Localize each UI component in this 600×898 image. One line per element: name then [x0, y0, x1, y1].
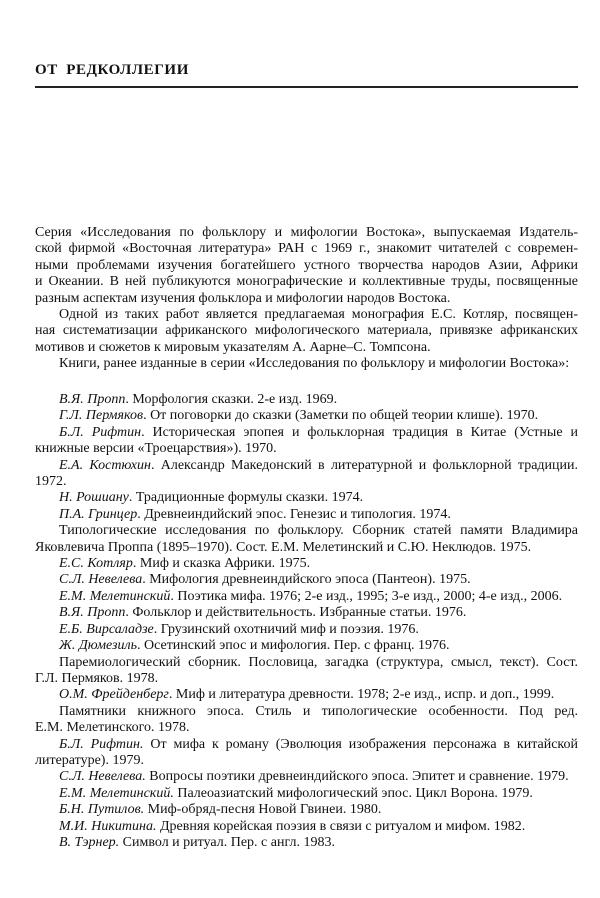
book-title: Памятники книжного эпоса. Стиль и типологические особенности. Под ред. — [59, 703, 578, 719]
book-author: Н. Рошиану — [59, 490, 129, 506]
book-title: . Морфология сказки. 2-е изд. 1969. — [125, 392, 338, 407]
book-author: Е.М. Мелетинский — [59, 588, 171, 604]
book-entry-line — [35, 572, 578, 588]
book-list — [35, 392, 578, 851]
book-title: Миф-обряд-песня Новой Гвинеи. 1980. — [144, 802, 382, 818]
book-author: Е.А. Костюхин — [59, 457, 151, 473]
book-author: Г.Л. Пермяков — [59, 408, 144, 424]
book-entry-line — [35, 392, 578, 408]
paragraph-line: мотивов и сюжетов к мировым указателям А. Аарне–С. Томпсона. — [35, 339, 431, 355]
book-title: Е.М. Мелетинского. 1978. — [35, 720, 190, 736]
book-author: Ж. Дюмезиль — [59, 638, 137, 654]
book-title: Паремиологический сборник. Пословица, загадка (структура, смысл, текст). Сост. — [59, 654, 578, 670]
book-author: Б.Л. Рифтин — [59, 424, 142, 440]
book-entry-line — [35, 835, 578, 851]
book-title: Древняя корейская поэзия в связи с ритуалом и мифом. 1982. — [156, 818, 526, 834]
book-author: В.Я. Пропп — [59, 605, 126, 621]
paragraph-line: ской фирмой «Восточная литература» РАН с 1969 г., знакомит читателей с современ- — [35, 241, 578, 257]
book-entry-line — [35, 605, 578, 621]
book-author: Е.Б. Вирсаладзе — [59, 621, 154, 637]
book-author: Б.Л. Рифтин. — [59, 736, 144, 752]
book-entry-line — [35, 720, 578, 736]
book-entry-line — [35, 769, 578, 785]
paragraph-line: Серия «Исследования по фольклору и мифологии Востока», выпускаемая Издатель- — [35, 225, 578, 240]
book-entry-line — [35, 638, 578, 654]
book-title: Палеоазиатский мифологический эпос. Цикл Ворона. 1979. — [173, 785, 533, 801]
paragraph-line: и Океании. В ней публикуются монографические и коллективные труды, посвященные — [35, 274, 578, 290]
book-title: книжные версии «Троецарствия»). 1970. — [35, 441, 277, 457]
book-entry-line — [35, 819, 578, 835]
book-title: . Историческая эпопея и фольклорная традиция в Китае (Устные и — [141, 424, 578, 440]
book-entry-line — [35, 425, 578, 441]
paragraph-line: Книги, ранее изданные в серии «Исследования по фольклору и мифологии Востока»: — [59, 356, 570, 372]
book-author: П.А. Гринцер — [59, 506, 138, 522]
book-author: В. Тэрнер. — [59, 834, 120, 850]
book-title: . Александр Македонский в литературной и фольклорной традиции. — [150, 457, 578, 473]
book-entry-line — [35, 671, 578, 687]
book-entry-line — [35, 589, 578, 605]
book-entry-line — [35, 408, 578, 424]
book-entry-line — [35, 523, 578, 539]
book-entry-line — [35, 655, 578, 671]
book-title: Типологические исследования по фольклору. Сборник статей памяти Владимира — [59, 523, 578, 539]
book-entry-line — [35, 474, 578, 490]
book-author: О.М. Фрейденберг — [59, 687, 169, 703]
book-author: В.Я. Пропп — [59, 392, 126, 407]
book-title: Яковлевича Проппа (1895–1970). Сост. Е.М. Мелетинский и С.Ю. Неклюдов. 1975. — [35, 539, 532, 555]
book-entry-line — [35, 622, 578, 638]
book-title: Вопросы поэтики древнеиндийского эпоса. Эпитет и сравнение. 1979. — [145, 769, 569, 785]
book-title: . Миф и литература древности. 1978; 2-е изд., испр. и доп., 1999. — [168, 687, 555, 703]
book-author: М.И. Никитина. — [59, 818, 157, 834]
book-title: . Традиционные формулы сказки. 1974. — [128, 490, 364, 506]
heading-rule — [35, 86, 578, 88]
book-title: . Миф и сказка Африки. 1975. — [132, 556, 311, 572]
book-entry-line — [35, 786, 578, 802]
book-entry-line — [35, 490, 578, 506]
book-author: Е.С. Котляр — [59, 556, 133, 572]
book-entry-line — [35, 802, 578, 818]
book-entry-line — [35, 737, 578, 753]
book-title: . Древнеиндийский эпос. Генезис и типология. 1974. — [137, 506, 451, 522]
paragraph-line: ными проблемами изучения богатейшего устного творчества народов Азии, Африки — [35, 257, 578, 273]
book-title: . Осетинский эпос и мифология. Пер. с франц. 1976. — [136, 638, 450, 654]
intro-text — [35, 225, 578, 373]
book-title: Г.Л. Пермяков. 1978. — [35, 670, 159, 686]
book-entry-line — [35, 458, 578, 474]
book-title: . Фольклор и действительность. Избранные статьи. 1976. — [125, 605, 467, 621]
book-author: Б.Н. Путилов. — [59, 802, 145, 818]
book-entry-line — [35, 507, 578, 523]
book-author: С.Л. Невелева. — [59, 769, 146, 785]
book-entry-line — [35, 753, 578, 769]
book-entry-line — [35, 540, 578, 556]
book-title: . От поговорки до сказки (Заметки по общей теории клише). 1970. — [143, 408, 539, 424]
paragraph-line: ная систематизации африканского мифологического материала, привязке африканских — [35, 323, 578, 339]
book-author: С.Л. Невелева — [59, 572, 143, 588]
book-title: . Мифология древнеиндийского эпоса (Пантеон). 1975. — [142, 572, 471, 588]
book-entry-line — [35, 704, 578, 720]
paragraph-line: Одной из таких работ является предлагаемая монография Е.С. Котляр, посвящен- — [59, 307, 578, 323]
book-entry-line — [35, 556, 578, 572]
book-entry-line — [35, 441, 578, 457]
book-title: литературе). 1979. — [35, 752, 144, 768]
book-title: . Грузинский охотничий миф и поэзия. 1976. — [153, 621, 419, 637]
book-title: Символ и ритуал. Пер. с англ. 1983. — [119, 834, 335, 850]
book-author: Е.М. Мелетинский. — [59, 785, 174, 801]
book-title: . Поэтика мифа. 1976; 2-е изд., 1995; 3-е изд., 2000; 4-е изд., 2006. — [170, 588, 563, 604]
book-entry-line — [35, 687, 578, 703]
book-title: 1972. — [35, 474, 67, 490]
book-title: От мифа к роману (Эволюция изображения персонажа в китайской — [143, 736, 578, 752]
page-heading: ОТ РЕДКОЛЛЕГИИ — [35, 62, 189, 78]
paragraph-line: разным аспектам изучения фольклора и мифологии народов Востока. — [35, 290, 451, 306]
